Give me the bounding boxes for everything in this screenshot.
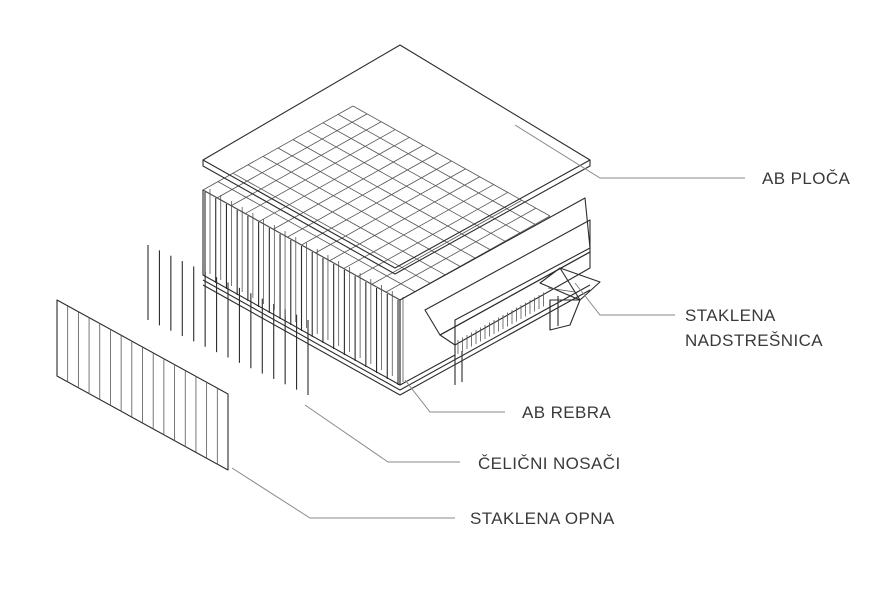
ribbed-structure [203, 106, 590, 395]
annex-volume [400, 198, 590, 385]
label-nadstresnica: NADSTREŠNICA [685, 331, 823, 350]
label-ab-rebra: AB REBRA [522, 403, 612, 422]
glass-membrane-panel [57, 300, 228, 470]
label-staklena-opna: STAKLENA OPNA [470, 509, 615, 528]
glass-canopy [540, 268, 600, 330]
label-celicni-nosaci: ČELIČNI NOSAČI [478, 454, 621, 473]
label-ab-ploca: AB PLOČA [762, 169, 851, 188]
label-staklena: STAKLENA [685, 306, 776, 325]
top-slab [203, 45, 590, 274]
